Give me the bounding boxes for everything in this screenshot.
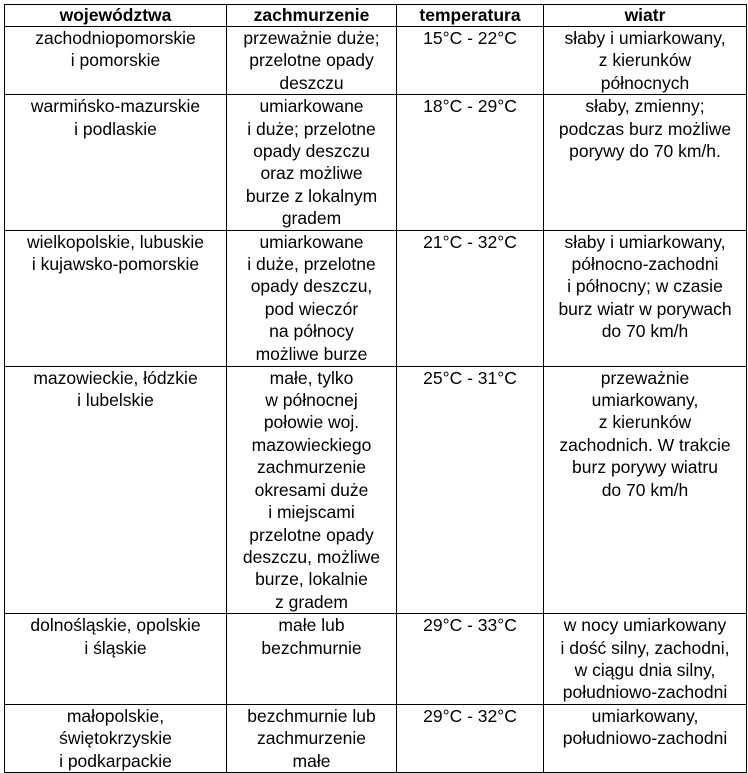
cell-clouds: małe, tylko w północnej połowie woj. mazowieckiego zachmurzenie okresami duże i miejscami przelotne opady deszczu, możliwe burze, lokalnie z gradem <box>227 366 397 613</box>
cell-region: zachodniopomorskie i pomorskie <box>5 27 227 95</box>
header-row <box>5 5 747 27</box>
cell-temperature: 15°C - 22°C <box>397 27 544 95</box>
cell-wind: słaby, zmienny; podczas burz możliwe porywy do 70 km/h. <box>544 95 747 230</box>
cell-temperature: 25°C - 31°C <box>397 366 544 613</box>
cell-clouds: umiarkowane i duże, przelotne opady deszczu, pod wieczór na północy możliwe burze <box>227 230 397 366</box>
cell-clouds: przeważnie duże; przelotne opady deszczu <box>227 27 397 95</box>
table-row <box>5 27 747 95</box>
cell-region: dolnośląskie, opolskie i śląskie <box>5 614 227 705</box>
header-region: województwa <box>5 5 227 27</box>
cell-region: wielkopolskie, lubuskie i kujawsko-pomorskie <box>5 230 227 366</box>
header-temperature: temperatura <box>397 5 544 27</box>
table-row <box>5 366 747 613</box>
cell-temperature: 29°C - 33°C <box>397 614 544 705</box>
cell-wind: w nocy umiarkowany i dość silny, zachodni, w ciągu dnia silny, południowo-zachodni <box>544 614 747 705</box>
header-wind: wiatr <box>544 5 747 27</box>
table-row <box>5 95 747 230</box>
cell-temperature: 21°C - 32°C <box>397 230 544 366</box>
header-clouds: zachmurzenie <box>227 5 397 27</box>
cell-wind: słaby i umiarkowany, z kierunków północnych <box>544 27 747 95</box>
cell-temperature: 18°C - 29°C <box>397 95 544 230</box>
cell-region: mazowieckie, łódzkie i lubelskie <box>5 366 227 613</box>
cell-clouds: małe lub bezchmurnie <box>227 614 397 705</box>
cell-region: warmińsko-mazurskie i podlaskie <box>5 95 227 230</box>
cell-clouds: bezchmurnie lub zachmurzenie małe <box>227 704 397 772</box>
weather-forecast-table <box>4 4 747 773</box>
cell-wind: umiarkowany, południowo-zachodni <box>544 704 747 772</box>
cell-temperature: 29°C - 32°C <box>397 704 544 772</box>
cell-clouds: umiarkowane i duże; przelotne opady deszczu oraz możliwe burze z lokalnym gradem <box>227 95 397 230</box>
cell-region: małopolskie, świętokrzyskie i podkarpackie <box>5 704 227 772</box>
table-row <box>5 230 747 366</box>
table-row <box>5 614 747 705</box>
cell-wind: słaby i umiarkowany, północno-zachodni i północny; w czasie burz wiatr w porywach do 70 km/h <box>544 230 747 366</box>
cell-wind: przeważnie umiarkowany, z kierunków zachodnich. W trakcie burz porywy wiatru do 70 km/h <box>544 366 747 613</box>
table-row <box>5 704 747 772</box>
